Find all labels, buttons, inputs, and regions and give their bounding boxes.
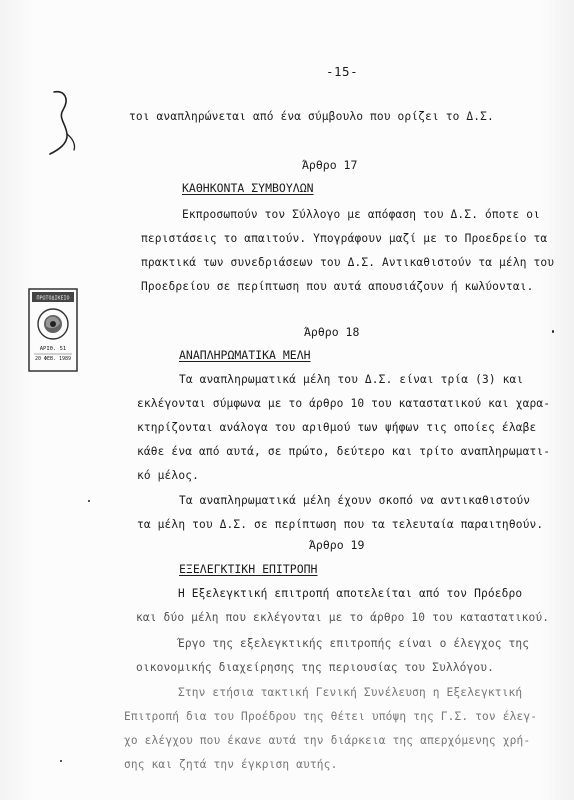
scan-speck bbox=[88, 500, 90, 502]
stamp-number: ΑΡΙΘ. 51 bbox=[39, 346, 67, 352]
text-line: Η Εξελεγκτική επιτροπή αποτελείται από τον Πρόεδρο bbox=[178, 587, 523, 600]
text-line: κτηρίζονται ανάλογα του αριθμού των ψήφων τις οποίες έλαβε bbox=[137, 421, 537, 434]
text-line: εκλέγονται σύμφωνα με το άρθρο 10 του καταστατικού και χαρα- bbox=[137, 397, 551, 410]
text-line: κάθε ένα από αυτά, σε πρώτο, δεύτερο και τρίτο αναπληρωματι- bbox=[137, 445, 551, 458]
text-line: Προεδρείου σε περίπτωση που αυτά απουσιάζουν ή κωλύονται. bbox=[141, 280, 534, 293]
stamp-date: 20 ΦΕΒ. 1989 bbox=[34, 356, 72, 362]
text-line: περιστάσεις το απαιτούν. Υπογράφουν μαζί με το Προεδρείο τα bbox=[141, 232, 548, 245]
text-line: Τα αναπληρωματικά μέλη του Δ.Σ. είναι τρία (3) και bbox=[179, 373, 524, 386]
section-title: ΚΑΘΗΚΟΝΤΑ ΣΥΜΒΟΥΛΩΝ bbox=[182, 181, 314, 195]
article-heading: Άρθρο 19 bbox=[309, 538, 365, 552]
page-number: -15- bbox=[326, 64, 359, 79]
section-title: ΕΞΕΛΕΓΚΤΙΚΗ ΕΠΙΤΡΟΠΗ bbox=[179, 562, 318, 576]
text-line: Εκπροσωπούν τον Σύλλογο με απόφαση του Δ.Σ. όποτε οι bbox=[182, 208, 541, 221]
section-title: ΑΝΑΠΛΗΡΩΜΑΤΙΚΑ ΜΕΛΗ bbox=[179, 348, 311, 362]
text-line: οικονομικής διαχείρησης της περιουσίας του Συλλόγου. bbox=[136, 661, 495, 674]
text-line: Επιτροπή δια του Προέδρου της θέτει υπόψη της Γ.Σ. τον έλεγ- bbox=[124, 710, 538, 723]
article-heading: Άρθρο 18 bbox=[304, 325, 360, 339]
text-line: τα μέλη του Δ.Σ. σε περίπτωση που τα τελευταία παραιτηθούν. bbox=[137, 518, 544, 531]
text-line: Στην ετήσια τακτική Γενική Συνέλευση η Εξελεγκτική bbox=[178, 686, 523, 699]
text-line: πρακτικά των συνεδριάσεων του Δ.Σ. Αντικαθιστούν τα μέλη του bbox=[141, 256, 555, 269]
text-line: Έργο της εξελεγκτικής επιτροπής είναι ο έλεγχος της bbox=[178, 637, 530, 650]
text-line: κό μέλος. bbox=[137, 469, 199, 482]
article-heading: Άρθρο 17 bbox=[302, 158, 358, 172]
pen-mark bbox=[36, 88, 86, 158]
text-line: τοι αναπληρώνεται από ένα σύμβουλο που ορίζει το Δ.Σ. bbox=[129, 110, 494, 123]
text-line: χο ελέγχου που έκανε αυτά την διάρκεια της απερχόμενης χρή- bbox=[124, 734, 531, 747]
official-stamp bbox=[28, 288, 78, 372]
text-line: Τα αναπληρωματικά μέλη έχουν σκοπό να αντικαθιστούν bbox=[179, 494, 531, 507]
text-line: και δύο μέλη που εκλέγονται με το άρθρο 10 του καταστατικού. bbox=[136, 611, 550, 624]
scan-speck bbox=[60, 760, 62, 762]
text-line: σης και ζητά την έγκριση αυτής. bbox=[124, 758, 338, 771]
stamp-top-text: ΠΡΩΤΟΔΙΚΕΙΟ bbox=[36, 295, 70, 302]
scan-speck bbox=[552, 330, 554, 333]
